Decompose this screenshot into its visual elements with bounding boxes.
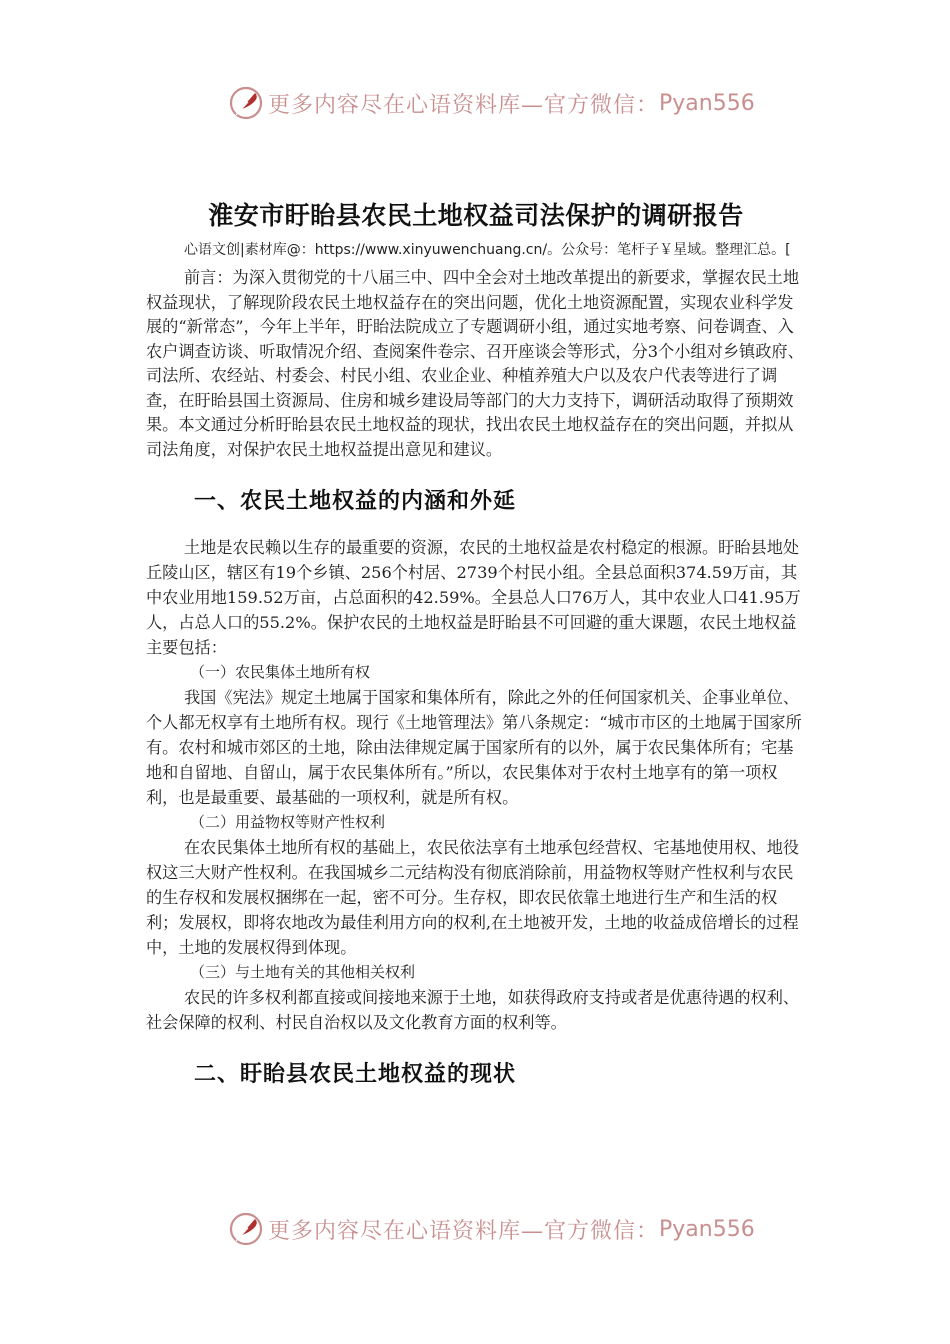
subsection-3-text: 农民的许多权利都直接或间接地来源于土地，如获得政府支持或者是优惠待遇的权利、社会保障的权利、村民自治权以及文化教育方面的权利等。	[146, 988, 800, 1032]
banner-wechat-id: Pyan556	[659, 90, 755, 116]
banner-text: 更多内容尽在心语资料库—官方微信：	[268, 1218, 660, 1244]
section-1-heading: 一、农民土地权益的内涵和外延	[194, 489, 517, 514]
preface-paragraph: 前言：为深入贯彻党的十八届三中、四中全会对土地改革提出的新要求，掌握农民土地权益现状，了解现阶段农民土地权益存在的突出问题，优化土地资源配置，实现农业科学发展的“新常态”，今年上半年，盱眙法院成立了专题调研小组，通过实地考察、问卷调查、入农户调查访谈、听取情况介绍、查阅案件卷宗、召开座谈会等形式，分3个小组对乡镇政府、司法所、农经站、村委会、村民小组、农业企业、种植养殖大户以及农户代表等进行了调查，在盱眙县国土资源局、住房和城乡建设局等部门的大力支持下，调研活动取得了预期效果。本文通过分析盱眙县农民土地权益的现状，找出农民土地权益存在的突出问题，并拟从司法角度，对保护农民土地权益提出意见和建议。	[146, 268, 804, 459]
document-title: 淮安市盱眙县农民土地权益司法保护的调研报告	[208, 201, 744, 230]
section-2-heading: 二、盱眙县农民土地权益的现状	[194, 1062, 517, 1087]
subsection-3-title: （三）与土地有关的其他相关权利	[190, 963, 416, 981]
subsection-1-text: 我国《宪法》规定土地属于国家和集体所有，除此之外的任何国家机关、企事业单位、个人都无权享有土地所有权。现行《土地管理法》第八条规定：“城市市区的土地属于国家所有。农村和城市郊区的土地，除由法律规定属于国家所有的以外，属于农民集体所有；宅基地和自留地、自留山，属于农民集体所有。”所以，农民集体对于农村土地享有的第一项权利，也是最重要、最基础的一项权利，就是所有权。	[146, 688, 802, 807]
source-line: 心语文创|素材库@：https://www.xinyuwenchuang.cn/。公众号：笔杆子￥星域。整理汇总。[	[184, 242, 791, 258]
feather-pen-logo-icon	[228, 85, 264, 121]
subsection-1-title: （一）农民集体土地所有权	[190, 663, 371, 681]
document-body	[146, 196, 806, 1108]
banner-wechat-id: Pyan556	[659, 1216, 755, 1242]
subsection-2-text: 在农民集体土地所有权的基础上，农民依法享有土地承包经营权、宅基地使用权、地役权这三大财产性权利。在我国城乡二元结构没有彻底消除前，用益物权等财产性权利与农民的生存权和发展权捆绑在一起，密不可分。生存权，即农民依靠土地进行生产和生活的权利；发展权，即将农地改为最佳利用方向的权利,在土地被开发，土地的收益成倍增长的过程中，土地的发展权得到体现。	[146, 838, 800, 957]
header-banner	[228, 82, 755, 124]
banner-text: 更多内容尽在心语资料库—官方微信：	[268, 92, 660, 118]
subsection-2-title: （二）用益物权等财产性权利	[190, 813, 386, 831]
feather-pen-logo-icon	[228, 1211, 264, 1247]
footer-banner	[228, 1208, 755, 1250]
section-1-intro: 土地是农民赖以生存的最重要的资源，农民的土地权益是农村稳定的根源。盱眙县地处丘陵山区，辖区有19个乡镇、256个村居、2739个村民小组。全县总面积374.59万亩，其中农业用地159.52万亩，占总面积的42.59%。全县总人口76万人，其中农业人口41.95万人，占总人口的55.2%。保护农民的土地权益是盱眙县不可回避的重大课题，农民土地权益主要包括：	[146, 538, 801, 657]
